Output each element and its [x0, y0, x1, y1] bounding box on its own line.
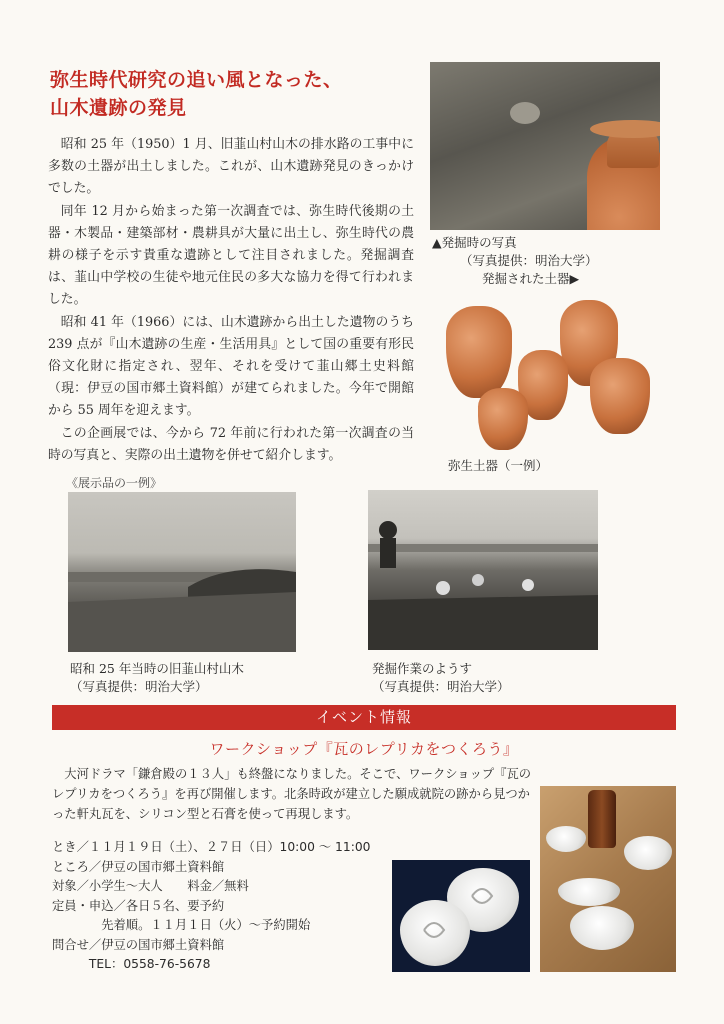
- detail-line: 対象／小学生～大人 料金／無料: [52, 879, 249, 893]
- excavation-work-drawing: [368, 490, 598, 650]
- pot: [478, 388, 528, 450]
- pottery-caption: 弥生土器（一例）: [448, 458, 549, 473]
- tile-replica: [570, 906, 634, 950]
- excavation-work-photo: [368, 490, 598, 650]
- landscape-photo: [68, 492, 296, 652]
- article-title: [50, 66, 343, 122]
- event-header: イベント情報: [52, 705, 676, 730]
- exhibit-label: 《展示品の一例》: [66, 476, 163, 490]
- paragraph: 昭和 41 年（1966）には、山木遺跡から出土した遺物のうち 239 点が『山木遺跡の生産・生活用具』として国の重要有形民俗文化財に指定され、翌年、それを受けて韮山郷土史料館（現：伊豆の国市郷土資料館）が建てられました。今年で開館から 55 周年を迎えます。: [48, 314, 414, 419]
- workshop-title: ワークショップ『瓦のレプリカをつくろう』: [209, 740, 519, 758]
- detail-line: 先着順。１１月１日（火）～予約開始: [52, 918, 311, 932]
- tile-pattern: [392, 860, 530, 972]
- landscape-photo-drawing: [68, 492, 296, 652]
- plaster-cup: [546, 826, 586, 852]
- pottery-photo: [440, 298, 672, 456]
- detail-line: 定員・申込／各日５名、要予約: [52, 898, 225, 913]
- excavation-work-caption: [372, 660, 510, 696]
- excavation-work-caption-line2: （写真提供：明治大学）: [372, 679, 510, 694]
- photo-pot-rim: [590, 120, 660, 138]
- detail-line: TEL：0558-76-5678: [52, 957, 211, 971]
- pot: [446, 306, 512, 398]
- article-title-line1: 弥生時代研究の追い風となった、: [50, 69, 343, 91]
- photo-stone: [510, 102, 540, 124]
- paragraph: 同年 12 月から始まった第一次調査では、弥生時代後期の土器・木製品・建築部材・農耕具が大量に出土し、弥生時代の農耕の様子を示す貴重な遺跡として注目されました。発掘調査は、韮山中学校の生徒や地元住民の多大な協力を得て行われました。: [48, 203, 415, 308]
- excavation-credit: （写真提供：明治大学）: [460, 253, 598, 268]
- detail-line: とき／１１月１９日（土）、２７日（日）10:00 ～ 11:00: [52, 840, 371, 854]
- paragraph: 昭和 25 年（1950）1 月、旧韮山村山木の排水路の工事中に多数の土器が出土しました。これが、山木遺跡発見のきっかけでした。: [48, 137, 414, 197]
- workshop-table-photo: [540, 786, 676, 972]
- landscape-caption-line1: 昭和 25 年当時の旧韮山村山木: [70, 661, 244, 676]
- article-title-line2: 山木遺跡の発見: [50, 97, 187, 119]
- workshop-details: [52, 838, 370, 975]
- workshop-paragraph: 大河ドラマ「鎌倉殿の１３人」も終盤になりました。そこで、ワークショップ『瓦のレプリカをつくろう』を再び開催します。北条時政が建立した願成就院の跡から見つかった軒丸瓦を、シリコン型と石膏を使って再現します。: [52, 767, 532, 821]
- article-body: [48, 134, 414, 467]
- tile-replica-photo: [392, 860, 530, 972]
- plaster-cup: [624, 836, 672, 870]
- landscape-caption: [70, 660, 244, 696]
- pot-caption: 発掘された土器▶: [482, 271, 580, 286]
- excavation-work-caption-line1: 発掘作業のようす: [372, 661, 473, 676]
- detail-line: 問合せ／伊豆の国市郷土資料館: [52, 937, 225, 952]
- paragraph: この企画展では、今から 72 年前に行われた第一次調査の当時の写真と、実際の出土遺物を併せて紹介します。: [48, 425, 414, 463]
- tile-replica: [558, 878, 620, 906]
- bottle: [588, 790, 616, 848]
- detail-line: ところ／伊豆の国市郷土資料館: [52, 859, 225, 874]
- pot: [590, 358, 650, 434]
- excavation-caption: ▲発掘時の写真: [432, 235, 517, 250]
- excavation-photo: [430, 62, 660, 230]
- workshop-description: [52, 764, 542, 824]
- landscape-caption-line2: （写真提供：明治大学）: [70, 679, 208, 694]
